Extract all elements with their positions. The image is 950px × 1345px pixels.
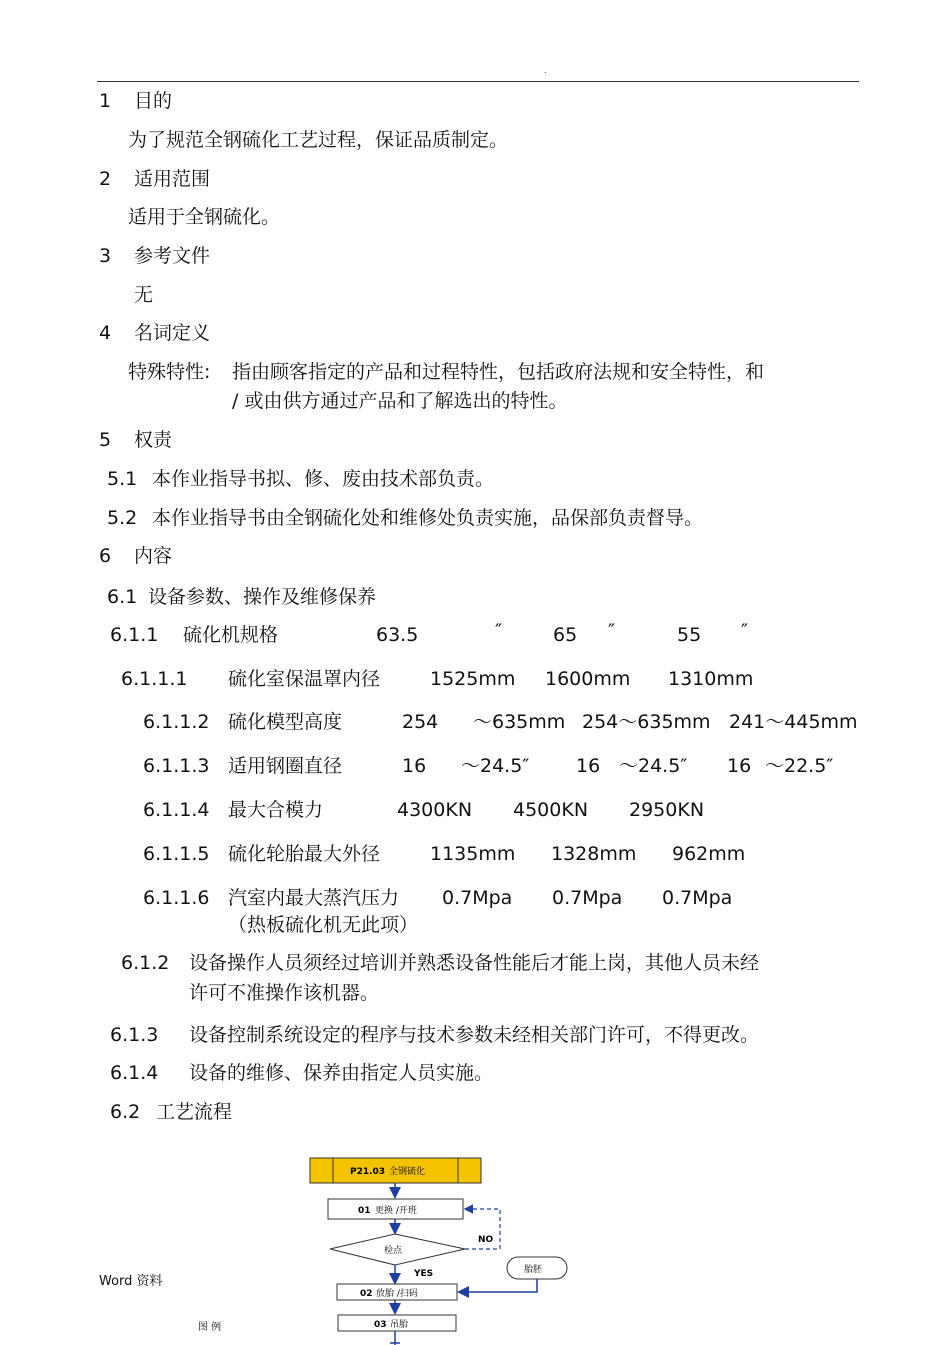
- item-5-2-number: 5.2: [107, 507, 138, 529]
- row-6-1-1-2-value-1b: ～635mm: [473, 711, 566, 733]
- section-6-2-number: 6.2: [110, 1101, 141, 1123]
- row-6-1-2-line-1: 设备操作人员须经过培训并熟悉设备性能后才能上岗，其他人员未经: [189, 952, 760, 974]
- row-6-1-1-3-number: 6.1.1.3: [143, 755, 210, 777]
- flow-title-text: 全钢硫化: [389, 1167, 426, 1177]
- section-3-text: 无: [134, 284, 154, 306]
- footer-word-label: Word 资料: [99, 1274, 163, 1289]
- flow-step-01-code: 01: [358, 1206, 371, 1216]
- flow-decision-label: 检点: [384, 1246, 403, 1256]
- section-5-number: 5: [99, 429, 112, 451]
- row-6-1-1-2-label: 硫化模型高度: [228, 711, 343, 733]
- flow-step-03-text: 吊胎: [390, 1320, 409, 1330]
- section-2-number: 2: [99, 168, 112, 190]
- row-6-1-1-1-value-2: 1600mm: [545, 668, 631, 690]
- row-6-1-1-3-label: 适用钢圈直径: [228, 755, 343, 777]
- row-6-1-1-2-value-3: 241～445mm: [729, 711, 858, 733]
- section-2-text: 适用于全钢硫化。: [128, 206, 281, 228]
- row-6-1-1-6-value-3: 0.7Mpa: [662, 887, 733, 909]
- row-6-1-2-number: 6.1.2: [121, 952, 170, 974]
- row-6-1-1-value-2: 65: [553, 624, 578, 646]
- row-6-1-1-3-value-3b: ～22.5″: [765, 755, 834, 777]
- row-6-1-1-unit-3: ″: [741, 620, 749, 642]
- header-dot: .: [544, 66, 547, 75]
- row-6-1-4-text: 设备的维修、保养由指定人员实施。: [189, 1062, 494, 1084]
- row-6-1-1-4-value-2: 4500KN: [513, 799, 589, 821]
- row-6-1-3-number: 6.1.3: [110, 1024, 159, 1046]
- section-1-title: 目的: [134, 90, 173, 112]
- footer-legend-label: 图 例: [198, 1322, 222, 1333]
- flow-yes-label: YES: [414, 1269, 434, 1279]
- row-6-1-1-3-value-1b: ～24.5″: [461, 755, 530, 777]
- row-6-1-1-4-value-3: 2950KN: [629, 799, 705, 821]
- flow-step-02-code: 02: [360, 1289, 373, 1299]
- section-6-title: 内容: [134, 545, 173, 567]
- row-6-1-1-unit-2: ″: [608, 620, 616, 642]
- section-4-number: 4: [99, 322, 112, 344]
- section-6-number: 6: [99, 545, 112, 567]
- row-6-1-1-4-label: 最大合模力: [228, 799, 324, 821]
- row-6-1-1-2-value-1a: 254: [402, 711, 439, 733]
- definition-line-2: / 或由供方通过产品和了解选出的特性。: [232, 390, 568, 412]
- section-3-number: 3: [99, 245, 112, 267]
- item-5-1-number: 5.1: [107, 468, 138, 490]
- section-6-1-title: 设备参数、操作及维修保养: [148, 586, 377, 608]
- flow-title-code: P21.03: [350, 1167, 386, 1177]
- row-6-1-1-2-value-2: 254～635mm: [582, 711, 711, 733]
- definition-line-1: 指由顾客指定的产品和过程特性，包括政府法规和安全特性，和: [232, 361, 765, 383]
- row-6-1-1-5-value-2: 1328mm: [551, 843, 637, 865]
- row-6-1-1-1-number: 6.1.1.1: [121, 668, 188, 690]
- section-4-title: 名词定义: [134, 322, 211, 344]
- row-6-1-1-6-number: 6.1.1.6: [143, 887, 210, 909]
- flow-side-input-label: 胎胚: [524, 1265, 543, 1275]
- row-6-1-1-3-value-1a: 16: [402, 755, 427, 777]
- flow-step-03-code: 03: [374, 1320, 387, 1330]
- row-6-1-1-value-3: 55: [677, 624, 702, 646]
- section-6-2-title: 工艺流程: [156, 1101, 233, 1123]
- section-6-1-number: 6.1: [107, 586, 138, 608]
- row-6-1-1-3-value-2a: 16: [576, 755, 601, 777]
- section-2-title: 适用范围: [134, 168, 211, 190]
- row-6-1-1-1-value-3: 1310mm: [668, 668, 754, 690]
- row-6-1-4-number: 6.1.4: [110, 1062, 159, 1084]
- flow-no-label: NO: [478, 1235, 494, 1245]
- section-1-text: 为了规范全钢硫化工艺过程，保证品质制定。: [128, 129, 509, 151]
- row-6-1-1-6-note: （热板硫化机无此项）: [228, 914, 419, 936]
- row-6-1-1-6-value-1: 0.7Mpa: [442, 887, 513, 909]
- row-6-1-1-unit-1: ″: [495, 620, 503, 642]
- section-3-title: 参考文件: [134, 245, 211, 267]
- row-6-1-1-value-1: 63.5: [376, 624, 419, 646]
- row-6-1-1-5-number: 6.1.1.5: [143, 843, 210, 865]
- section-5-title: 权责: [134, 429, 173, 451]
- row-6-1-1-3-value-3a: 16: [727, 755, 752, 777]
- row-6-1-1-6-value-2: 0.7Mpa: [552, 887, 623, 909]
- row-6-1-1-5-value-1: 1135mm: [430, 843, 516, 865]
- row-6-1-1-label: 硫化机规格: [183, 624, 279, 646]
- row-6-1-1-6-label: 汽室内最大蒸汽压力: [228, 887, 400, 909]
- row-6-1-1-1-value-1: 1525mm: [430, 668, 516, 690]
- item-5-1-text: 本作业指导书拟、修、废由技术部负责。: [152, 468, 495, 490]
- section-1-number: 1: [99, 90, 112, 112]
- row-6-1-3-text: 设备控制系统设定的程序与技术参数未经相关部门许可，不得更改。: [189, 1024, 760, 1046]
- row-6-1-1-4-value-1: 4300KN: [397, 799, 473, 821]
- row-6-1-1-1-label: 硫化室保温罩内径: [228, 668, 381, 690]
- row-6-1-1-number: 6.1.1: [110, 624, 159, 646]
- flow-step-02-text: 放胎 /扫码: [376, 1289, 418, 1299]
- row-6-1-1-5-value-3: 962mm: [672, 843, 746, 865]
- row-6-1-1-5-label: 硫化轮胎最大外径: [228, 843, 381, 865]
- flow-side-arrow: [460, 1279, 537, 1292]
- definition-term: 特殊特性:: [128, 361, 211, 383]
- item-5-2-text: 本作业指导书由全钢硫化处和维修处负责实施，品保部负责督导。: [152, 507, 704, 529]
- row-6-1-1-2-number: 6.1.1.2: [143, 711, 210, 733]
- row-6-1-1-4-number: 6.1.1.4: [143, 799, 210, 821]
- row-6-1-1-3-value-2b: ～24.5″: [619, 755, 688, 777]
- row-6-1-2-line-2: 许可不准操作该机器。: [189, 982, 380, 1004]
- flow-step-01-text: 更换 /开班: [375, 1206, 417, 1216]
